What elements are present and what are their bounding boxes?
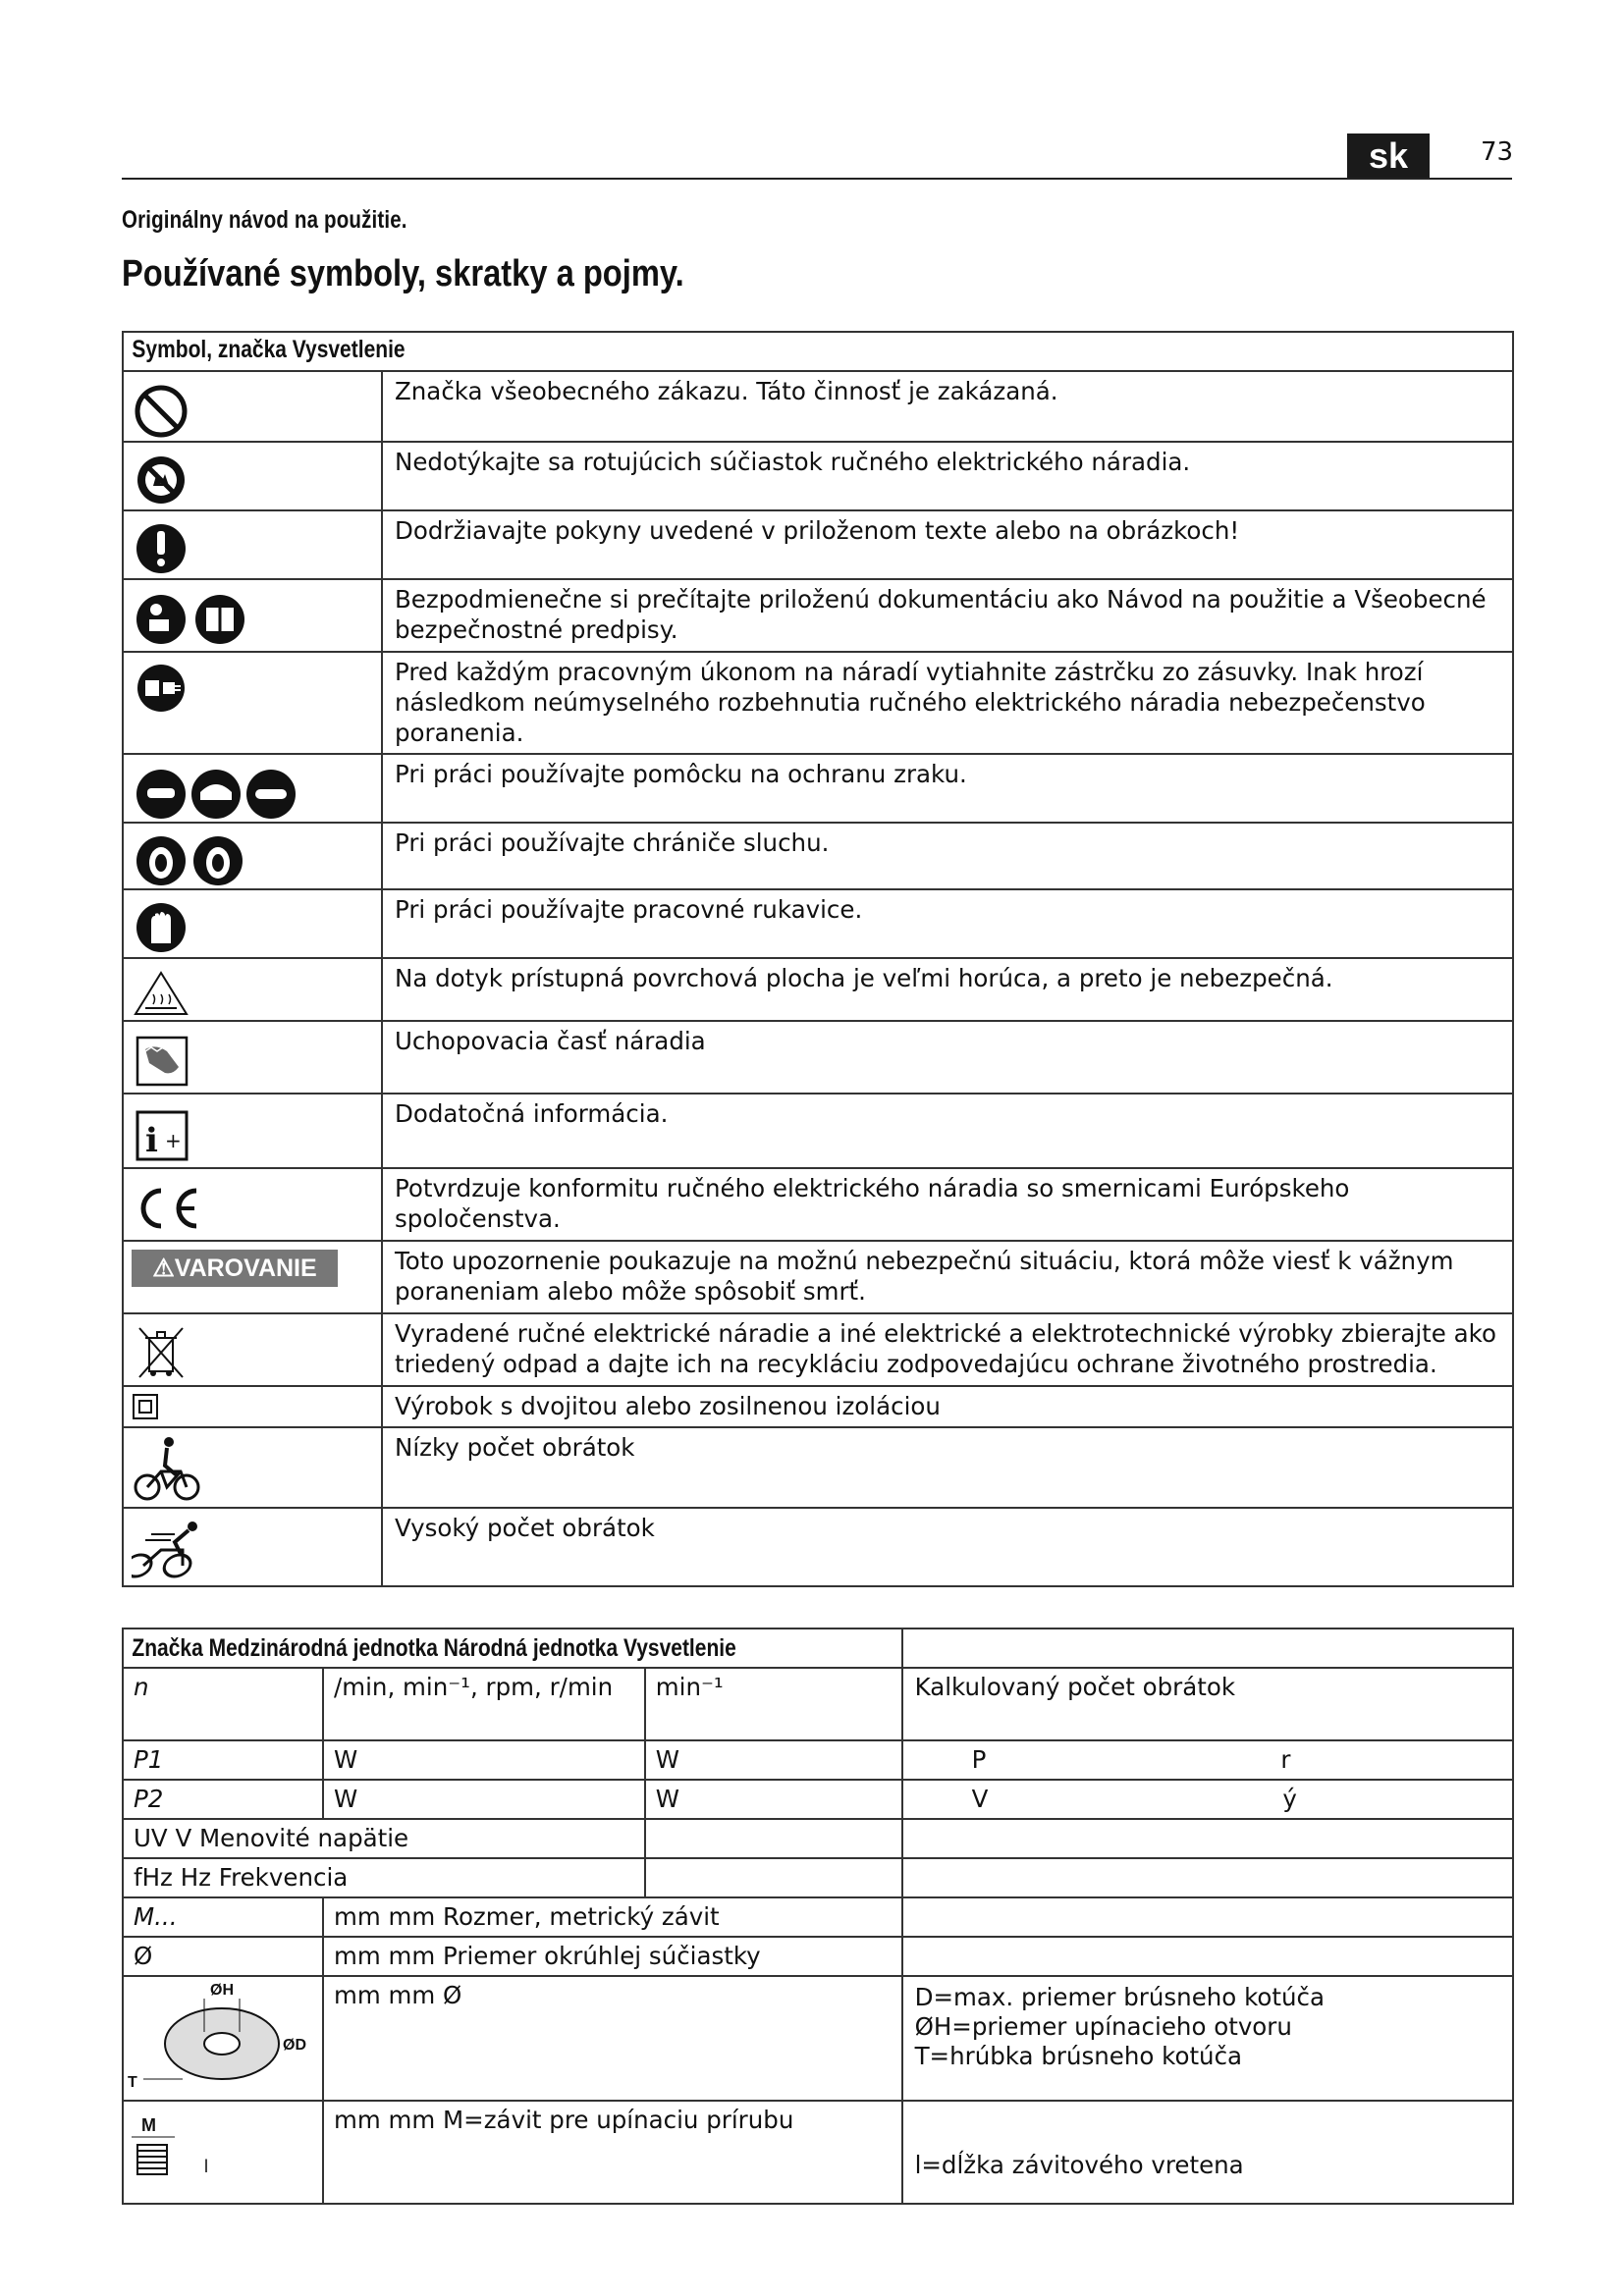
- symbol-description: Vyradené ručné elektrické náradie a iné elektrické a elektrotechnické výrobky zbierajte ako triedený odpad a dajte ich na recykláciu zodpovedajúcu ochrane životného prostredia.: [382, 1313, 1513, 1386]
- table-header-row: [123, 332, 1513, 371]
- table-row: [123, 442, 1513, 510]
- national-unit: W: [645, 1780, 902, 1819]
- table-row: [123, 1858, 1513, 1897]
- symbol-description: Nízky počet obrátok: [382, 1427, 1513, 1508]
- svg-text:ØH: ØH: [210, 1982, 234, 1999]
- intl-unit: W: [323, 1780, 645, 1819]
- weee-bin-icon: [132, 1322, 190, 1381]
- table-row: [123, 958, 1513, 1021]
- gloves-icon: [132, 898, 190, 953]
- units-table: [122, 1628, 1514, 2205]
- table-row: [123, 371, 1513, 442]
- symbol-description: Pred každým pracovným úkonom na náradí vytiahnite zástrčku zo zásuvky. Inak hrozí následkom neúmyselného rozbehnutia ručného elektrického náradia nebezpečenstvo poranenia.: [382, 652, 1513, 754]
- unit-explanation: Kalkulovaný počet obrátok: [902, 1668, 1513, 1740]
- table-row: [123, 1094, 1513, 1168]
- grinding-disc-diagram: [124, 1977, 320, 2093]
- symbol-description: Toto upozornenie poukazuje na možnú nebezpečnú situáciu, ktorá môže viesť k vážnym poraneniam alebo môže spôsobiť smrť.: [382, 1241, 1513, 1313]
- table-row: [123, 1780, 1513, 1819]
- symbol-description: Značka všeobecného zákazu. Táto činnosť je zakázaná.: [382, 371, 1513, 442]
- table-row: [123, 1897, 1513, 1937]
- section-title: Používané symboly, skratky a pojmy.: [122, 253, 684, 294]
- page-number: 73: [1481, 137, 1514, 167]
- symbol-description: Uchopovacia časť náradia: [382, 1021, 1513, 1094]
- svg-text:M: M: [141, 2115, 156, 2135]
- merged-cell: fHz Hz Frekvencia: [123, 1858, 645, 1897]
- symbol-description: Dodatočná informácia.: [382, 1094, 1513, 1168]
- grip-surface-icon: [132, 1030, 190, 1089]
- merged-cell: mm mm M=závit pre upínaciu prírubu: [323, 2101, 902, 2204]
- table-row: [123, 1313, 1513, 1386]
- symbol-description: Pri práci používajte chrániče sluchu.: [382, 823, 1513, 889]
- table-row: [123, 1819, 1513, 1858]
- read-manual-icon: [132, 588, 269, 647]
- intl-unit: W: [323, 1740, 645, 1780]
- table-row: [123, 889, 1513, 958]
- table-row: [123, 1668, 1513, 1740]
- symbol-description: Vysoký počet obrátok: [382, 1508, 1513, 1586]
- symbol-description: Dodržiavajte pokyny uvedené v priloženom texte alebo na obrázkoch!: [382, 510, 1513, 579]
- table-row: [123, 1976, 1513, 2101]
- symbol-description: Pri práci používajte pracovné rukavice.: [382, 889, 1513, 958]
- intl-unit: /min, min⁻¹, rpm, r/min: [323, 1668, 645, 1740]
- unit-explanation: V: [971, 1785, 989, 1813]
- table-row: [123, 823, 1513, 889]
- table-header-row: [123, 1629, 1513, 1668]
- symbol-description: Pri práci používajte pomôcku na ochranu zraku.: [382, 754, 1513, 823]
- hot-surface-icon: [132, 967, 190, 1016]
- unit-mark: P1: [134, 1745, 164, 1774]
- original-instructions: Originálny návod na použitie.: [122, 206, 407, 234]
- svg-text:l: l: [204, 2157, 208, 2176]
- table-row: [123, 1740, 1513, 1780]
- high-speed-icon: [132, 1517, 210, 1581]
- table-row: [123, 579, 1513, 652]
- eye-protection-icon: [132, 763, 308, 820]
- merged-cell: mm mm Priemer okrúhlej súčiastky: [323, 1937, 902, 1976]
- spindle-thread-diagram: [124, 2102, 222, 2196]
- table-row: [123, 754, 1513, 823]
- double-insulation-icon: [132, 1393, 161, 1422]
- language-badge: sk: [1347, 133, 1430, 178]
- merged-cell: mm mm Rozmer, metrický závit: [323, 1897, 902, 1937]
- svg-text:+: +: [165, 1129, 182, 1152]
- unit-explanation: l=dĺžka závitového vretena: [902, 2101, 1513, 2204]
- table-row: [123, 1386, 1513, 1427]
- merged-cell: mm mm Ø: [323, 1976, 902, 2101]
- unit-explanation: [902, 1976, 1513, 2101]
- symbols-table: [122, 331, 1514, 1587]
- prohibition-icon: [132, 380, 190, 439]
- table-row: [123, 510, 1513, 579]
- unit-mark: P2: [134, 1785, 164, 1813]
- national-unit: W: [645, 1740, 902, 1780]
- symbol-description: Bezpodmienečne si prečítajte priloženú dokumentáciu ako Návod na použitie a Všeobecné bezpečnostné predpisy.: [382, 579, 1513, 652]
- symbol-description: Výrobok s dvojitou alebo zosilnenou izoláciou: [382, 1386, 1513, 1427]
- unit-explanation: P: [971, 1745, 987, 1774]
- symbol-description: Na dotyk prístupná povrchová plocha je veľmi horúca, a preto je nebezpečná.: [382, 958, 1513, 1021]
- unit-explanation-cont: r: [1280, 1745, 1291, 1774]
- merged-cell: UV V Menovité napätie: [123, 1819, 645, 1858]
- table-row: [123, 652, 1513, 754]
- exclamation-icon: [132, 519, 190, 574]
- symbol-description: Potvrdzuje konformitu ručného elektrického náradia so smernicami Európskeho spoločenstva.: [382, 1168, 1513, 1241]
- unit-explanation-line: ØH=priemer upínacieho otvoru: [914, 2012, 1292, 2041]
- table-row: [123, 2101, 1513, 2204]
- unit-explanation-line: D=max. priemer brúsneho kotúča: [914, 1983, 1325, 2011]
- header-rule: [122, 178, 1512, 180]
- table-row: [123, 1427, 1513, 1508]
- units-table-header: Značka Medzinárodná jednotka Národná jednotka Vysvetlenie: [132, 1634, 736, 1662]
- national-unit: min⁻¹: [645, 1668, 902, 1740]
- table-row: [123, 1168, 1513, 1241]
- no-touch-rotating-icon: [132, 451, 190, 506]
- svg-text:i: i: [145, 1121, 158, 1160]
- info-icon: [132, 1102, 190, 1161]
- ce-mark-icon: [132, 1177, 210, 1232]
- unplug-icon: [132, 661, 190, 716]
- svg-text:ØD: ØD: [283, 2037, 306, 2054]
- warning-label: ⚠VAROVANIE: [132, 1250, 338, 1287]
- symbols-table-header: Symbol, značka Vysvetlenie: [132, 336, 406, 363]
- unit-explanation-cont: ý: [1282, 1785, 1297, 1813]
- unit-mark: n: [134, 1673, 149, 1701]
- table-row: [123, 1021, 1513, 1094]
- unit-mark: Ø: [123, 1937, 323, 1976]
- unit-explanation-line: T=hrúbka brúsneho kotúča: [914, 2042, 1243, 2070]
- table-row: [123, 1241, 1513, 1313]
- low-speed-icon: [132, 1436, 200, 1505]
- svg-text:T: T: [128, 2074, 137, 2091]
- ear-protection-icon: [132, 831, 259, 886]
- symbol-description: Nedotýkajte sa rotujúcich súčiastok ručného elektrického náradia.: [382, 442, 1513, 510]
- unit-mark: M...: [134, 1902, 178, 1931]
- table-row: [123, 1937, 1513, 1976]
- table-row: [123, 1508, 1513, 1586]
